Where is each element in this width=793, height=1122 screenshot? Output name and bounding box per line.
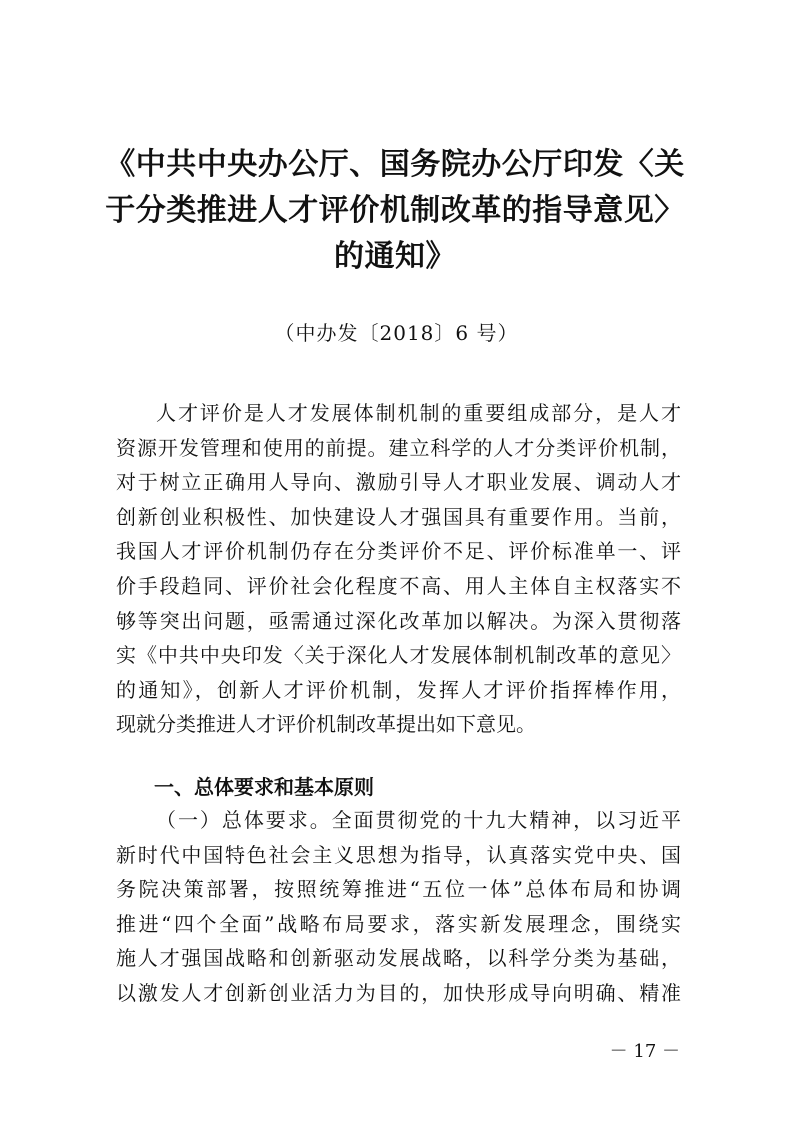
intro-paragraph (116, 396, 681, 742)
text-line: 资源开发管理和使用的前提。建立科学的人才分类评价机制， (116, 435, 681, 460)
text-line: 人才评价是人才发展体制机制的重要组成部分，是人才 (156, 401, 681, 425)
text-line: 创新创业积极性、加快建设人才强国具有重要作用。当前， (116, 504, 681, 529)
page-number: － 17 － (609, 1041, 680, 1062)
text-line: 新时代中国特色社会主义思想为指导，认真落实党中央、国 (116, 842, 681, 867)
title-line: 的通知》 (334, 239, 456, 274)
text-line: 的通知》，创新人才评价机制，发挥人才评价指挥棒作用， (116, 677, 681, 702)
text-line: 我国人才评价机制仍存在分类评价不足、评价标准单一、评 (116, 539, 681, 564)
section-heading: 一、总体要求和基本原则 (154, 775, 374, 799)
text-line: 以激发人才创新创业活力为目的，加快形成导向明确、精准 (116, 980, 681, 1005)
document-number: （中办发〔2018〕6 号） (274, 321, 519, 345)
text-line: 实《中共中央印发〈关于深化人才发展体制机制改革的意见〉 (116, 643, 681, 668)
section-paragraph (116, 803, 681, 1011)
text-line: 施人才强国战略和创新驱动发展战略，以科学分类为基础， (116, 946, 681, 971)
text-line: 价手段趋同、评价社会化程度不高、用人主体自主权落实不 (116, 573, 681, 598)
text-line: 务院决策部署，按照统筹推进“五位一体”总体布局和协调 (116, 877, 681, 902)
text-line: （一）总体要求。全面贯彻党的十九大精神，以习近平 (156, 808, 681, 832)
text-line: 推进“四个全面”战略布局要求，落实新发展理念，围绕实 (116, 911, 681, 936)
text-line: 现就分类推进人才评价机制改革提出如下意见。 (116, 712, 536, 737)
title-line: 于分类推进人才评价机制改革的指导意见〉 (105, 193, 685, 228)
document-title (80, 142, 710, 280)
text-line: 对于树立正确用人导向、激励引导人才职业发展、调动人才 (116, 470, 681, 495)
text-line: 够等突出问题，亟需通过深化改革加以解决。为深入贯彻落 (116, 608, 681, 633)
title-line: 《中共中央办公厅、国务院办公厅印发〈关 (105, 147, 685, 182)
